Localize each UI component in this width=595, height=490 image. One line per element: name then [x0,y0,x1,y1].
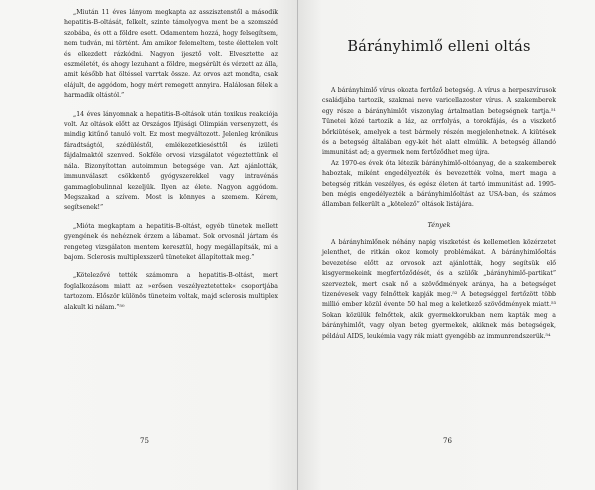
intro-paragraph-2: Az 1970-es évek óta létezik bárányhimlő-oltóanyag, de a szakemberek haboztak, miként engedélyezték és bevezették volna, mert maga a betegség ritkán veszélyes, és egész életen át tartó immunitást ad. 1995-ben mégis engedélyezték a bárányhimlőoltást az USA-ban, és számos államban felkerült a „kötelező” oltások listájára. [322,159,556,209]
left-page-body [64,8,278,313]
right-page-number: 76 [443,437,452,445]
quote-paragraph-3: „Mióta megkaptam a hepatitis-B-oltást, egyéb tünetek mellett gyengének és nehéznek érzem a lábamat. Sok orvosnál jártam és rengeteg vizsgálaton mentem keresztül, hogy megállapítsák, mi a bajom. Sclerosis multiplexszerű tüneteket állapítottak meg.” [64,222,278,261]
section-subheading: Tények [427,220,451,229]
right-page-body [322,8,556,342]
quote-paragraph-1: „Miután 11 éves lányom megkapta az asszisztenstől a második hepatitis-B-oltását, felkelt, szinte támolyogva ment be a szomszéd szobába, és ott a földre esett. Odamentem hozzá, hogy felsegítsem, nem tudván, mi történt. Ám amikor felemeltem, teste élettelen volt és elkezdett rázkódni. Nagyon ijesztő volt. Elvesztette az eszméletét, és ahogy lezuhant a földre, megsérült és vérzett az álla, amit később hat öltéssel varrtak össze. Az orvos azt mondta, csak elájult, de aggódom, hogy mért remegett annyira. Halálosan félek a harmadik oltástól.” [64,9,278,100]
quote-paragraph-4: „Kötelezővé tették számomra a hepatitis-B-oltást, mert foglalkozásom miatt az »erősen veszélyeztetettek« csoportjába tartozom. Először különös tüneteim voltak, majd sclerosis multiplex alakult ki nálam.”⁵⁰ [64,272,278,311]
quote-paragraph-2: „14 éves lányomnak a hepatitis-B-oltások után toxikus reakciója volt. Az oltások előtt az Országos Ifjúsági Olimpián versenyzett, és mindig kitűnő tanuló volt. Ez most megváltozott. Jelenleg krónikus fáradtságtól, szédüléstől, emlékezetkiesésttől és izületi fájdalmaktól szenved. Sokféle orvosi vizsgálatot végeztettünk el nála. Bizonyítottan autoimmun betegsége van. Azt ajánlották, immunválaszt csökkentő gyógyszerekkel vagy intravénás gammaglobulinnal kezeljük. Ilyen az élete. Nagyon aggódom. Megszakad a szívem. Most is könnyes a szemem. Kérem, segítsenek!” [64,110,278,212]
left-page-number: 75 [140,437,149,445]
intro-paragraph-1: A bárányhimlő vírus okozta fertőző betegség. A vírus a herpeszvírusok családjába tartozik, szakmai neve varicellazoster vírus. A szakemberek egy része a bárányhimlőt viszonylag ártalmatlan betegségnek tartja.⁵¹ Tünetei közé tartozik a láz, az orrfolyás, a torokfájás, és a viszkető bőrkiütések, amelyek a test bármely részén megjelenhetnek. A kiütések és a betegség általában egy-két hét alatt elmúlik. A betegség állandó immunitást ad; a gyermek nem fertőződhet meg újra. [322,87,556,157]
left-page [0,0,297,490]
chapter-title: Bárányhimlő elleni oltás [347,39,531,55]
right-page [298,0,595,490]
facts-paragraph-1: A bárányhimlőnek néhány napig viszketést és kellemetlen közérzetet jelenthet, de ritkán okoz komoly problémákat. A bárányhimlőoltás bevezetése előtt az orvosok azt ajánlották, hogy segítsük elő kisgyermekeink megfertőződését, és a szülők „bárányhimlő-partikat” szerveztek, mert csak nő a szövődmények aránya, ha a betegséget tizenévesek vagy felnőttek kapják meg.⁵² A betegséggel fertőzött több millió ember közül évente 50 hal meg a keletkező szövődmények miatt.⁵³ Sokan közülük felnőttek, akik gyermekkorukban nem kapták meg a bárányhimlőt, vagy olyan beteg gyermekek, akiknek más betegségek, például AIDS, leukémia vagy rák miatt gyengébb az immunrendszerük.⁵⁴ [322,238,556,340]
